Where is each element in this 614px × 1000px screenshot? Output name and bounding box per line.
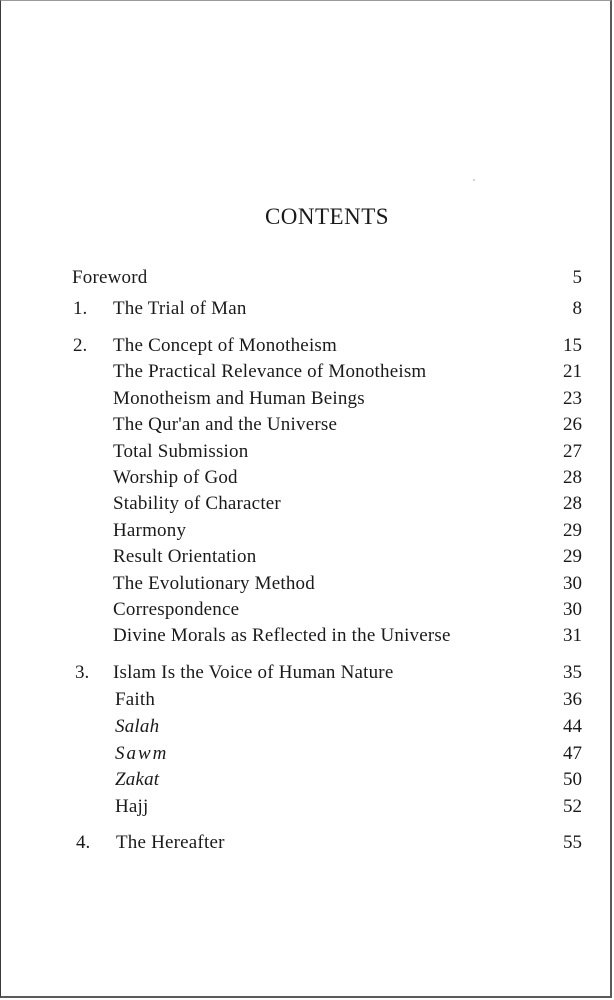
toc-entry-page: 29: [563, 546, 582, 567]
toc-entry-page: 36: [563, 689, 582, 710]
toc-entry-page: 30: [563, 599, 582, 620]
toc-entry-page: 15: [563, 335, 582, 356]
toc-entry-page: 55: [563, 832, 582, 853]
toc-entry-label: The Practical Relevance of Monotheism: [113, 361, 427, 382]
toc-entry-page: 28: [563, 493, 582, 514]
toc-entry-label: Salah: [115, 716, 160, 737]
toc-entry-label: Monotheism and Human Beings: [113, 388, 365, 409]
toc-entry-label: Correspondence: [113, 599, 240, 620]
chapter-number: 2.: [73, 335, 88, 356]
chapter-number: 3.: [75, 662, 90, 683]
toc-entry-page: 52: [563, 796, 582, 817]
toc-entry-label: Zakat: [115, 769, 160, 790]
toc-entry-label: Harmony: [113, 520, 187, 541]
toc-entry-label: The Evolutionary Method: [113, 573, 315, 594]
toc-entry-page: 35: [563, 662, 582, 683]
toc-entry-label: Foreword: [72, 267, 148, 288]
chapter-number: 4.: [76, 832, 91, 853]
toc-entry-page: 29: [563, 520, 582, 541]
toc-entry-label: Total Submission: [113, 441, 249, 462]
toc-entry-page: 5: [572, 267, 582, 288]
toc-entry-page: 47: [563, 743, 582, 764]
toc-entry-page: 26: [563, 414, 582, 435]
toc-entry-page: 8: [572, 298, 582, 319]
toc-entry-label: The Trial of Man: [113, 298, 247, 319]
toc-entry-label: Sawm: [115, 743, 169, 764]
toc-entry-page: 23: [563, 388, 582, 409]
paper-speck: [473, 179, 475, 181]
toc-entry-label: The Qur'an and the Universe: [113, 414, 338, 435]
toc-entry-page: 30: [563, 573, 582, 594]
chapter-number: 1.: [73, 298, 88, 319]
page-title: CONTENTS: [264, 204, 390, 229]
toc-entry-label: Hajj: [115, 796, 149, 817]
toc-entry-page: 21: [563, 361, 582, 382]
toc-entry-label: The Concept of Monotheism: [113, 335, 337, 356]
toc-entry-label: Result Orientation: [113, 546, 257, 567]
toc-entry-page: 27: [563, 441, 582, 462]
toc-entry-label: The Hereafter: [116, 832, 225, 853]
toc-entry-label: Stability of Character: [113, 493, 281, 514]
toc-entry-page: 31: [563, 625, 582, 646]
toc-entry-page: 50: [563, 769, 582, 790]
toc-entry-label: Faith: [115, 689, 156, 710]
toc-entry-page: 28: [563, 467, 582, 488]
toc-entry-label: Islam Is the Voice of Human Nature: [113, 662, 394, 683]
toc-entry-page: 44: [563, 716, 582, 737]
toc-entry-label: Divine Morals as Reflected in the Universe: [113, 625, 451, 646]
toc-entry-label: Worship of God: [113, 467, 238, 488]
